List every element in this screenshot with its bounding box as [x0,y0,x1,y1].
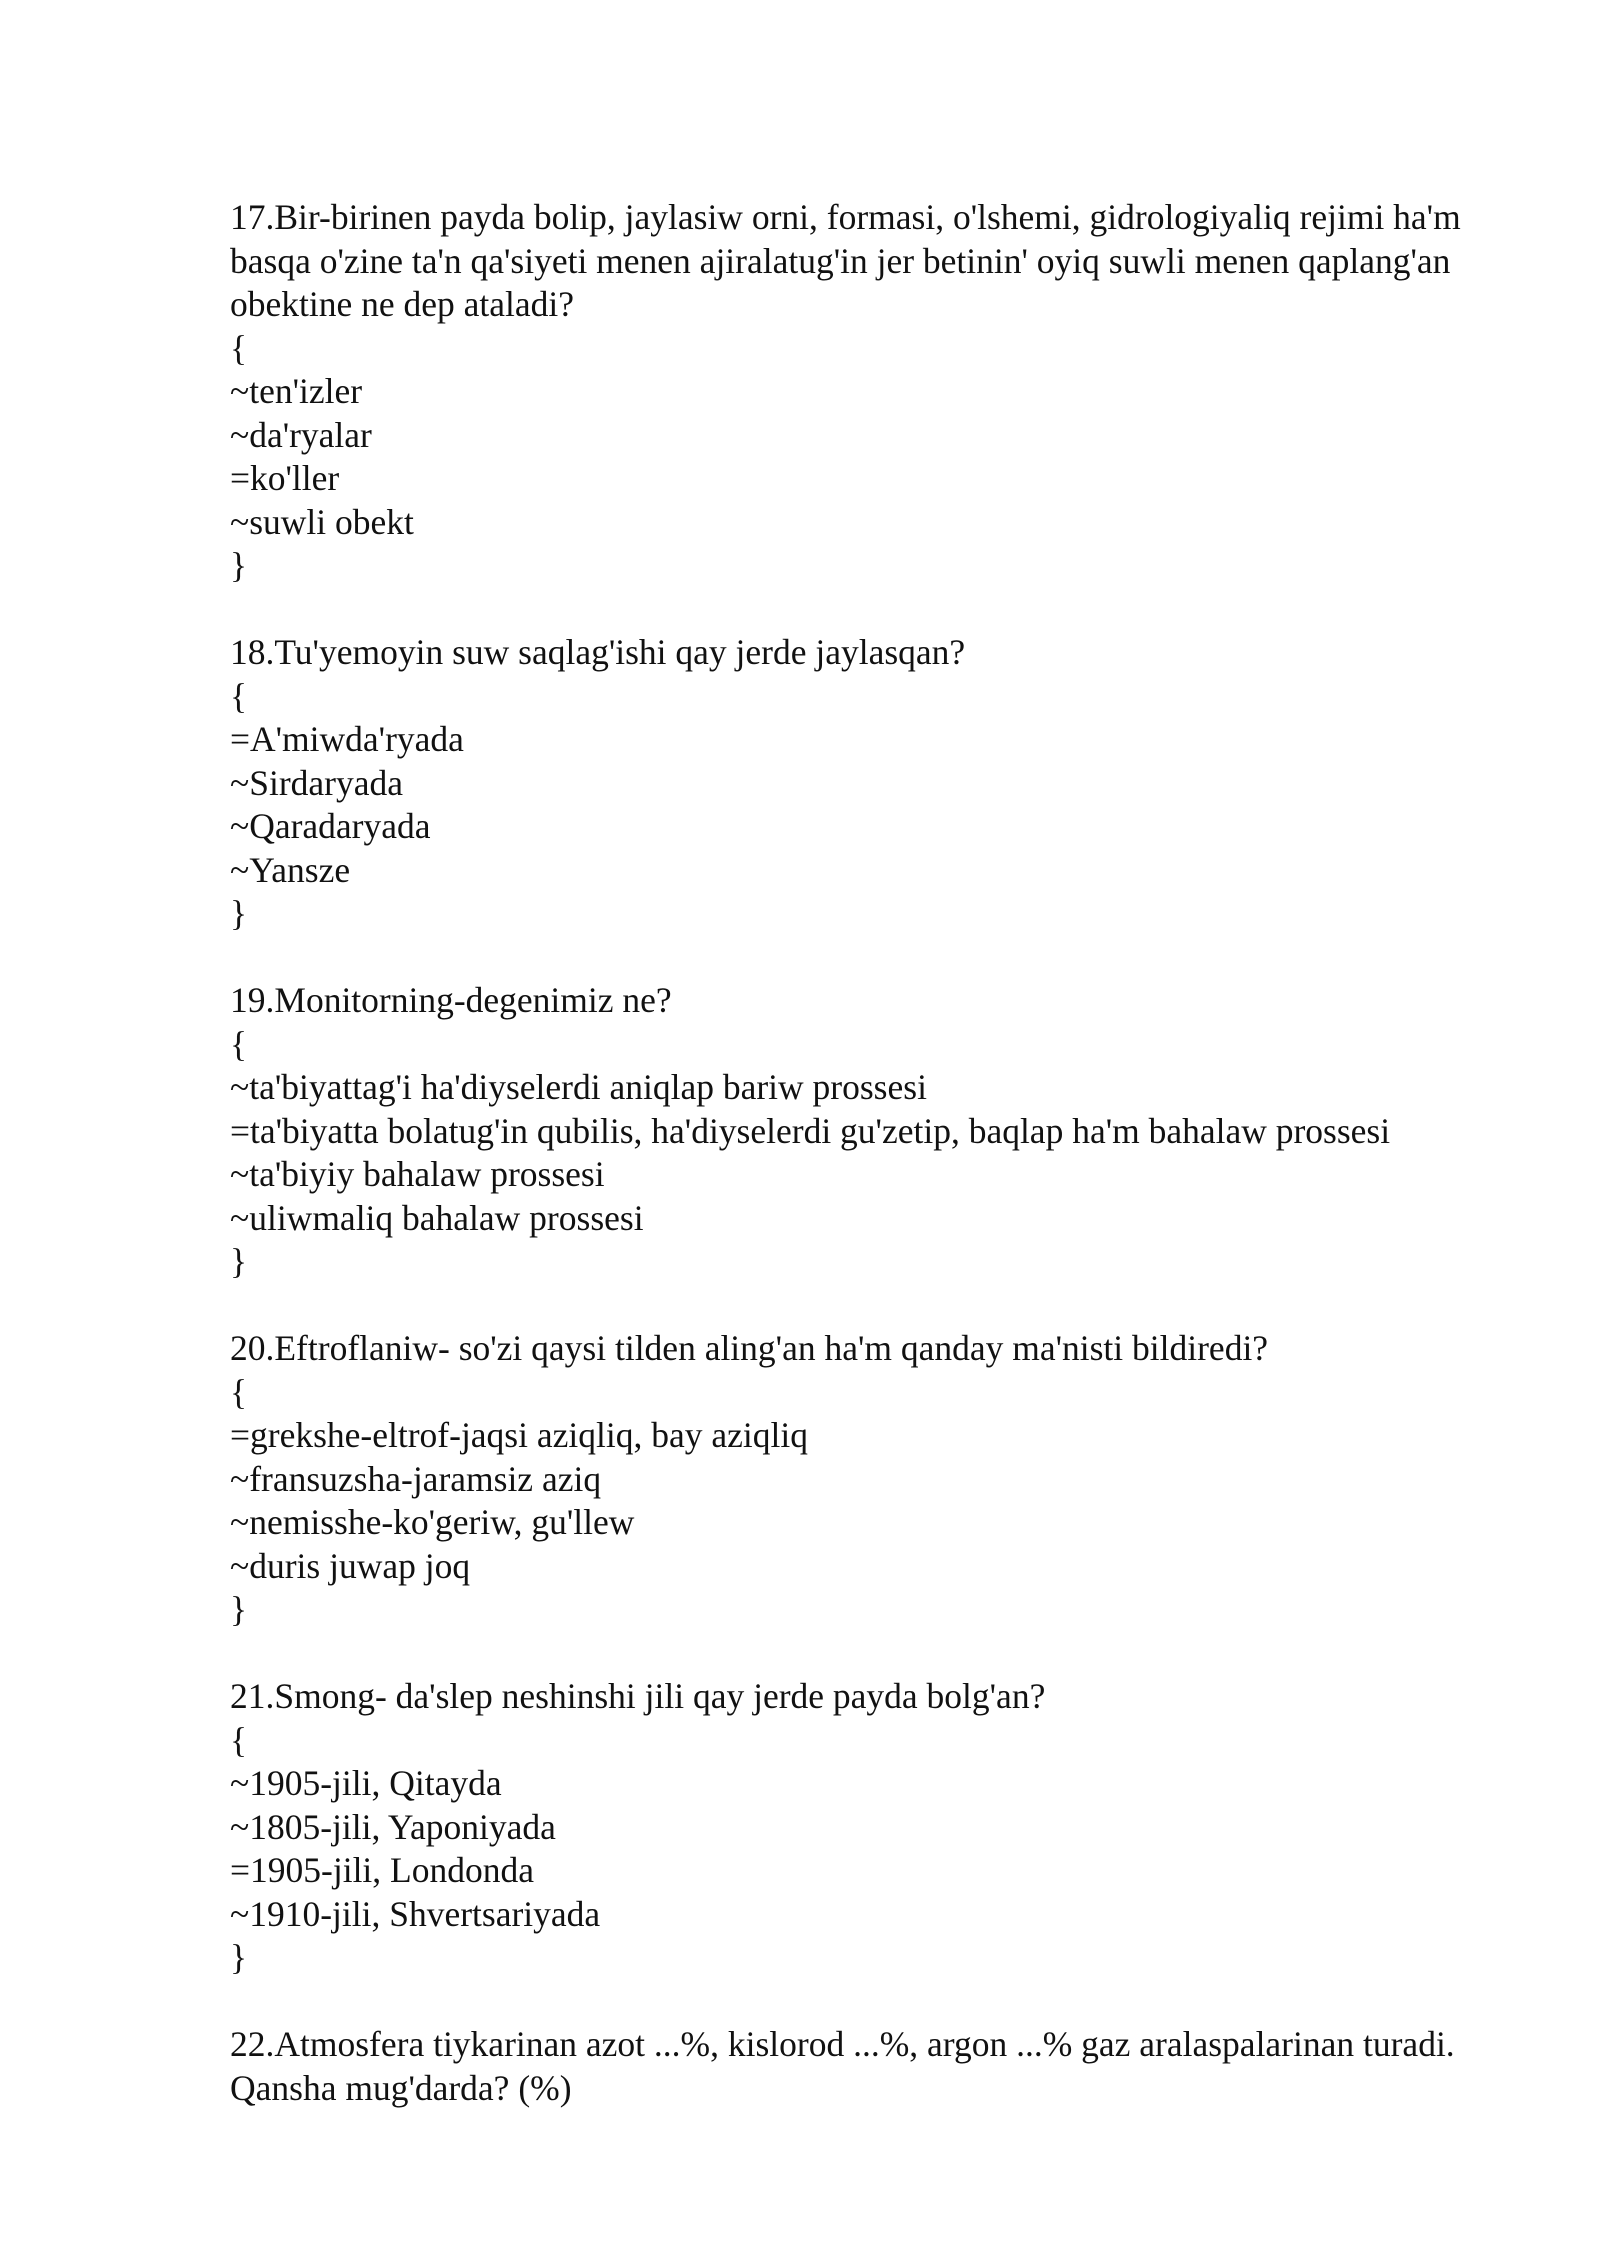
answer-option: ~ta'biyiy bahalaw prossesi [230,1154,605,1194]
question-21 [230,1675,1530,1980]
answer-option: ~Yansze [230,849,351,890]
answer-option-correct: =ta'biyatta bolatug'in qubilis, ha'diyselerdi gu'zetip, baqlap ha'm bahalaw prossesi [230,1110,1391,1151]
document-page [230,196,1530,2154]
open-brace: { [230,1719,248,1760]
open-brace: { [230,675,248,716]
close-brace: } [230,1589,248,1629]
question-22 [230,2023,1530,2110]
answer-option: ~suwli obekt [230,501,414,542]
answer-option: ~ten'izler [230,371,363,411]
open-brace: { [230,1023,248,1064]
answer-option: ~da'ryalar [230,414,372,455]
question-text: 21.Smong- da'slep neshinshi jili qay jerde payda bolg'an? [230,1676,1046,1716]
question-text: 22.Atmosfera tiykarinan azot ...%, kislorod ...%, argon ...% gaz aralaspalarinan turadi. Qansha mug'darda? (%) [230,2024,1455,2108]
question-19 [230,979,1530,1284]
question-text: 20.Eftroflaniw- so'zi qaysi tilden aling'an ha'm qanday ma'nisti bildiredi? [230,1328,1269,1368]
answer-option: ~1805-jili, Yaponiyada [230,1806,556,1847]
question-text: 19.Monitorning-degenimiz ne? [230,980,672,1020]
answer-option: ~uliwmaliq bahalaw prossesi [230,1197,644,1238]
answer-option: ~fransuzsha-jaramsiz aziq [230,1458,602,1499]
question-17 [230,196,1530,588]
answer-option: ~1910-jili, Shvertsariyada [230,1893,601,1934]
answer-option: ~ta'biyattag'i ha'diyselerdi aniqlap bariw prossesi [230,1067,927,1107]
question-text: 17.Bir-birinen payda bolip, jaylasiw orni, formasi, o'lshemi, gidrologiyaliq rejimi ha'm basqa o'zine ta'n qa'siyeti menen ajiralatug'in jer betinin' oyiq suwli menen qaplang'an obektine ne dep ataladi? [230,197,1461,324]
answer-option: ~Qaradaryada [230,806,431,846]
question-text: 18.Tu'yemoyin suw saqlag'ishi qay jerde jaylasqan? [230,632,966,672]
answer-option-correct: =grekshe-eltrof-jaqsi aziqliq, bay aziqliq [230,1415,808,1455]
answer-option-correct: =A'miwda'ryada [230,719,464,759]
answer-option: ~nemisshe-ko'geriw, gu'llew [230,1502,635,1542]
answer-option: ~Sirdaryada [230,762,403,803]
open-brace: { [230,327,248,368]
answer-option-correct: =ko'ller [230,458,340,498]
close-brace: } [230,1937,248,1977]
answer-option-correct: =1905-jili, Londonda [230,1850,534,1890]
answer-option: ~1905-jili, Qitayda [230,1763,502,1803]
close-brace: } [230,545,248,585]
question-18 [230,631,1530,936]
close-brace: } [230,893,248,933]
answer-option: ~duris juwap joq [230,1545,471,1586]
question-20 [230,1327,1530,1632]
close-brace: } [230,1241,248,1281]
open-brace: { [230,1371,248,1412]
